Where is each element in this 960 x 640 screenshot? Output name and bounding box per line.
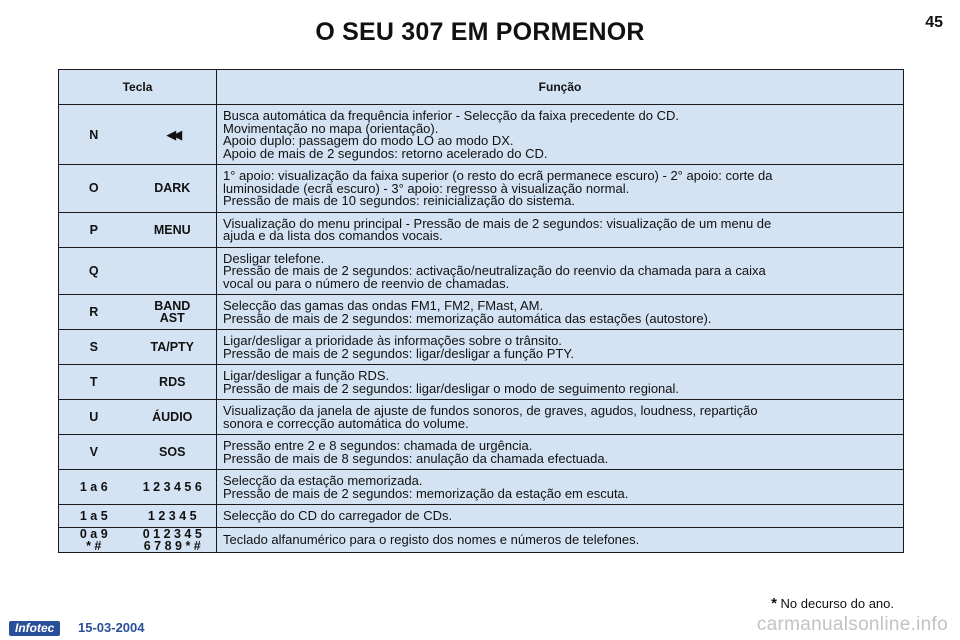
table-row <box>59 400 904 435</box>
rewind-icon: ◀◀ <box>166 126 179 142</box>
function-description <box>217 505 904 528</box>
page-number: 45 <box>925 14 943 31</box>
description-line: Desligar telefone. <box>223 250 325 266</box>
table-row <box>59 505 904 528</box>
footnote <box>771 595 894 612</box>
description-line: Pressão de mais de 2 segundos: memorização da estação em escuta. <box>223 485 629 501</box>
function-description <box>217 365 904 400</box>
table-row <box>59 470 904 505</box>
footnote-text: No decurso do ano. <box>780 596 894 611</box>
description-line: Teclado alfanumérico para o registo dos nomes e números de telefones. <box>223 531 640 547</box>
page-title: O SEU 307 EM PORMENOR <box>315 18 645 46</box>
function-description <box>217 165 904 213</box>
description-line: luminosidade (ecrã escuro) - 3° apoio: regresso à visualização normal. <box>223 180 630 196</box>
description-line: Ligar/desligar a função RDS. <box>223 368 390 383</box>
description-line: sonora e correcção automática do volume. <box>223 415 469 431</box>
table-row <box>59 365 904 400</box>
description-line: Pressão entre 2 e 8 segundos: chamada de urgência. <box>223 438 533 453</box>
function-description <box>217 435 904 470</box>
key-name-cell <box>129 105 217 165</box>
function-description <box>217 105 904 165</box>
description-line: Pressão de mais de 2 segundos: ligar/desligar a função PTY. <box>223 345 574 361</box>
description-line: Visualização da janela de ajuste de fundos sonoros, de graves, agudos, loudness, repartição <box>223 403 758 418</box>
description-line: Ligar/desligar a prioridade às informações sobre o trânsito. <box>223 333 562 348</box>
column-header-key: Tecla <box>59 70 217 105</box>
table-header-row <box>59 70 904 105</box>
function-description <box>217 295 904 330</box>
description-line: Apoio de mais de 2 segundos: retorno acelerado do CD. <box>223 145 548 161</box>
key-name-cell: BAND AST <box>129 295 217 330</box>
description-line: Selecção da estação memorizada. <box>223 473 423 488</box>
key-cell: O <box>59 165 129 213</box>
table-row <box>59 105 904 165</box>
key-name-cell: RDS <box>129 365 217 400</box>
table-row <box>59 527 904 552</box>
key-name-cell: ÁUDIO <box>129 400 217 435</box>
function-description <box>217 470 904 505</box>
table-row <box>59 247 904 295</box>
key-cell: P <box>59 212 129 247</box>
table-row <box>59 330 904 365</box>
description-line: Pressão de mais de 2 segundos: memorização automática das estações (autostore). <box>223 310 712 326</box>
key-name-cell: SOS <box>129 435 217 470</box>
footer-date: 15-03-2004 <box>78 620 145 635</box>
function-description <box>217 330 904 365</box>
function-description <box>217 212 904 247</box>
description-line: Selecção do CD do carregador de CDs. <box>223 508 453 523</box>
table-body <box>59 105 904 553</box>
table-row <box>59 435 904 470</box>
function-description <box>217 247 904 295</box>
key-name-cell <box>129 247 217 295</box>
description-line: Apoio duplo: passagem do modo LO ao modo DX. <box>223 133 514 148</box>
key-cell: S <box>59 330 129 365</box>
key-name-cell: 1 2 3 4 5 6 <box>129 470 217 505</box>
key-name-cell: 0 1 2 3 4 5 6 7 8 9 * # <box>129 527 217 552</box>
description-line: Pressão de mais de 8 segundos: anulação da chamada efectuada. <box>223 450 609 466</box>
footnote-marker: * <box>771 595 777 612</box>
key-cell: V <box>59 435 129 470</box>
description-line: Pressão de mais de 10 segundos: reinicialização do sistema. <box>223 193 575 208</box>
table-row <box>59 295 904 330</box>
key-cell: R <box>59 295 129 330</box>
key-name-cell: DARK <box>129 165 217 213</box>
key-name-cell: 1 2 3 4 5 <box>129 505 217 528</box>
description-line: Pressão de mais de 2 segundos: activação/neutralização do reenvio da chamada para a caixa <box>223 263 766 278</box>
function-description <box>217 527 904 552</box>
key-cell: U <box>59 400 129 435</box>
key-name-cell: MENU <box>129 212 217 247</box>
watermark: carmanualsonline.info <box>756 614 948 635</box>
key-function-table <box>58 69 904 553</box>
table-row <box>59 165 904 213</box>
description-line: Busca automática da frequência inferior - Selecção da faixa precedente do CD. <box>223 108 679 123</box>
key-cell: 1 a 6 <box>59 470 129 505</box>
key-cell: N <box>59 105 129 165</box>
description-line: 1° apoio: visualização da faixa superior (o resto do ecrã permanece escuro) - 2° apoio: corte da <box>223 168 773 183</box>
key-cell: 1 a 5 <box>59 505 129 528</box>
description-line: Movimentação no mapa (orientação). <box>223 120 439 136</box>
infotec-logo: Infotec <box>9 621 60 636</box>
function-description <box>217 400 904 435</box>
description-line: ajuda e da lista dos comandos vocais. <box>223 228 443 243</box>
column-header-function: Função <box>217 70 904 105</box>
key-cell: Q <box>59 247 129 295</box>
description-line: Selecção das gamas das ondas FM1, FM2, FMast, AM. <box>223 298 544 313</box>
description-line: Pressão de mais de 2 segundos: ligar/desligar o modo de seguimento regional. <box>223 380 680 396</box>
description-line: Visualização do menu principal - Pressão de mais de 2 segundos: visualização de um menu de <box>223 215 772 231</box>
key-name-cell: TA/PTY <box>129 330 217 365</box>
key-cell: T <box>59 365 129 400</box>
key-cell: 0 a 9 * # <box>59 527 129 552</box>
table-row <box>59 212 904 247</box>
description-line: vocal ou para o número de reenvio de chamadas. <box>223 275 510 291</box>
